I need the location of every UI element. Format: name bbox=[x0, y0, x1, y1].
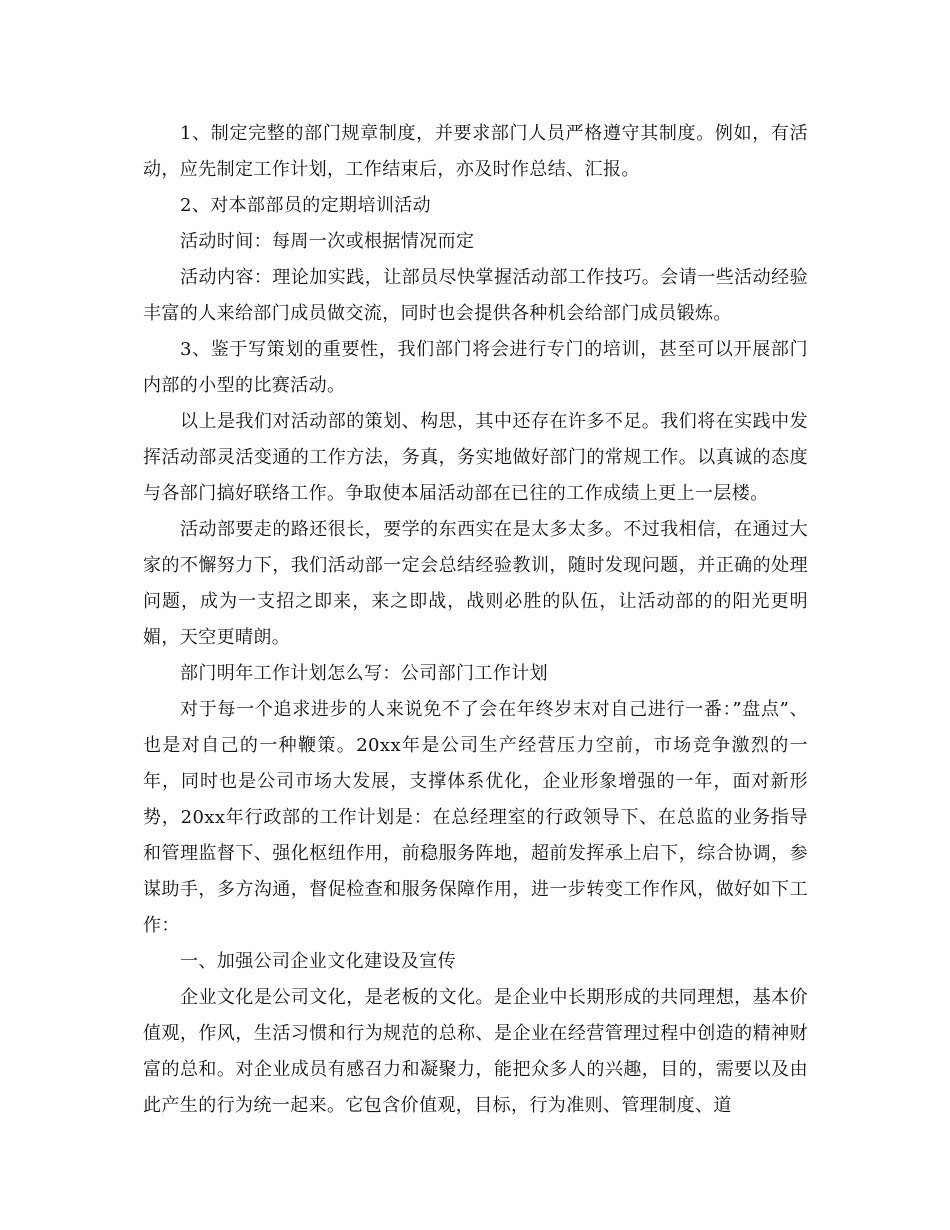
paragraph: 1、制定完整的部门规章制度，并要求部门人员严格遵守其制度。例如，有活动，应先制定工作计划，工作结束后，亦及时作总结、汇报。 bbox=[143, 123, 808, 180]
paragraph: 2、对本部部员的定期培训活动 bbox=[180, 195, 432, 216]
paragraph: 以上是我们对活动部的策划、构思，其中还存在许多不足。我们将在实践中发挥活动部灵活变通的工作方法，务真，务实地做好部门的常规工作。以真诚的态度与各部门搞好联络工作。争取使本届活动部在已往的工作成绩上更上一层楼。 bbox=[143, 411, 808, 504]
paragraph: 活动时间：每周一次或根据情况而定 bbox=[180, 231, 475, 252]
section-heading: 部门明年工作计划怎么写：公司部门工作计划 bbox=[180, 663, 548, 684]
paragraph: 企业文化是公司文化，是老板的文化。是企业中长期形成的共同理想，基本价值观，作风，生活习惯和行为规范的总称、是企业在经营管理过程中创造的精神财富的总和。对企业成员有感召力和凝聚力，能把众多人的兴趣，目的，需要以及由此产生的行为统一起来。它包含价值观，目标，行为准则、管理制度、道 bbox=[143, 987, 808, 1116]
paragraph: 对于每一个追求进步的人来说免不了会在年终岁末对自己进行一番：”盘点”、也是对自己的一种鞭策。20xx年是公司生产经营压力空前，市场竞争激烈的一年，同时也是公司市场大发展，支撑体系优化，企业形象增强的一年，面对新形势，20xx年行政部的工作计划是：在总经理室的行政领导下、在总监的业务指导和管理监督下、强化枢纽作用，前稳服务阵地，超前发挥承上启下，综合协调，参谋助手，多方沟通，督促检查和服务保障作用，进一步转变工作作风，做好如下工作： bbox=[143, 699, 808, 936]
section-heading: 一、加强公司企业文化建设及宣传 bbox=[180, 951, 456, 972]
paragraph: 活动部要走的路还很长，要学的东西实在是太多太多。不过我相信，在通过大家的不懈努力下，我们活动部一定会总结经验教训，随时发现问题，并正确的处理问题，成为一支招之即来，来之即战，战则必胜的队伍，让活动部的的阳光更明媚，天空更晴朗。 bbox=[143, 519, 808, 648]
document-body bbox=[143, 116, 808, 1124]
paragraph: 活动内容：理论加实践，让部员尽快掌握活动部工作技巧。会请一些活动经验丰富的人来给部门成员做交流，同时也会提供各种机会给部门成员锻炼。 bbox=[143, 267, 808, 324]
paragraph: 3、鉴于写策划的重要性，我们部门将会进行专门的培训，甚至可以开展部门内部的小型的比赛活动。 bbox=[143, 339, 808, 396]
